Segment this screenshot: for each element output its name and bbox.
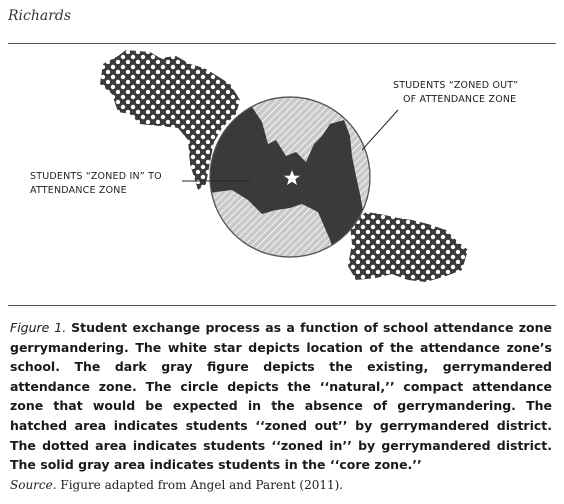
zoned-in-label-line1: STUDENTS “ZONED IN” TO [30,171,162,182]
caption-text: Student exchange process as a function of school attendance zone gerrymandering. The white star depicts location of the attendance zone’s school. The dark gray figure depicts the existing, gerrymandered attendance zone. The circle depicts the ‘‘natural,’’ compact attendance zone that would be expected in the absence of gerrymandering. The hatched area indicates students ‘‘zoned out’’ by gerrymandered district. The dotted area indicates students ‘‘zoned in’’ by gerrymandered district. The solid gray area indicates students in the ‘‘core zone.’’ [10,320,552,473]
zoned-in-label-line2: ATTENDANCE ZONE [30,185,127,196]
figure-source [10,478,343,492]
gerrymandering-figure [0,44,564,302]
caption-figure-number: Figure 1. [10,320,67,335]
figure-caption [10,318,552,475]
source-label: Source. [10,478,57,492]
zoned-out-label-line2: OF ATTENDANCE ZONE [403,94,517,105]
zoned-out-leader-line [362,110,398,150]
caption-rule [8,305,556,306]
zoned-in-area-east [348,212,468,282]
source-text: Figure adapted from Angel and Parent (2011). [60,478,344,492]
running-header: Richards [8,8,72,24]
zoned-out-label-line1: STUDENTS “ZONED OUT” [393,80,519,91]
